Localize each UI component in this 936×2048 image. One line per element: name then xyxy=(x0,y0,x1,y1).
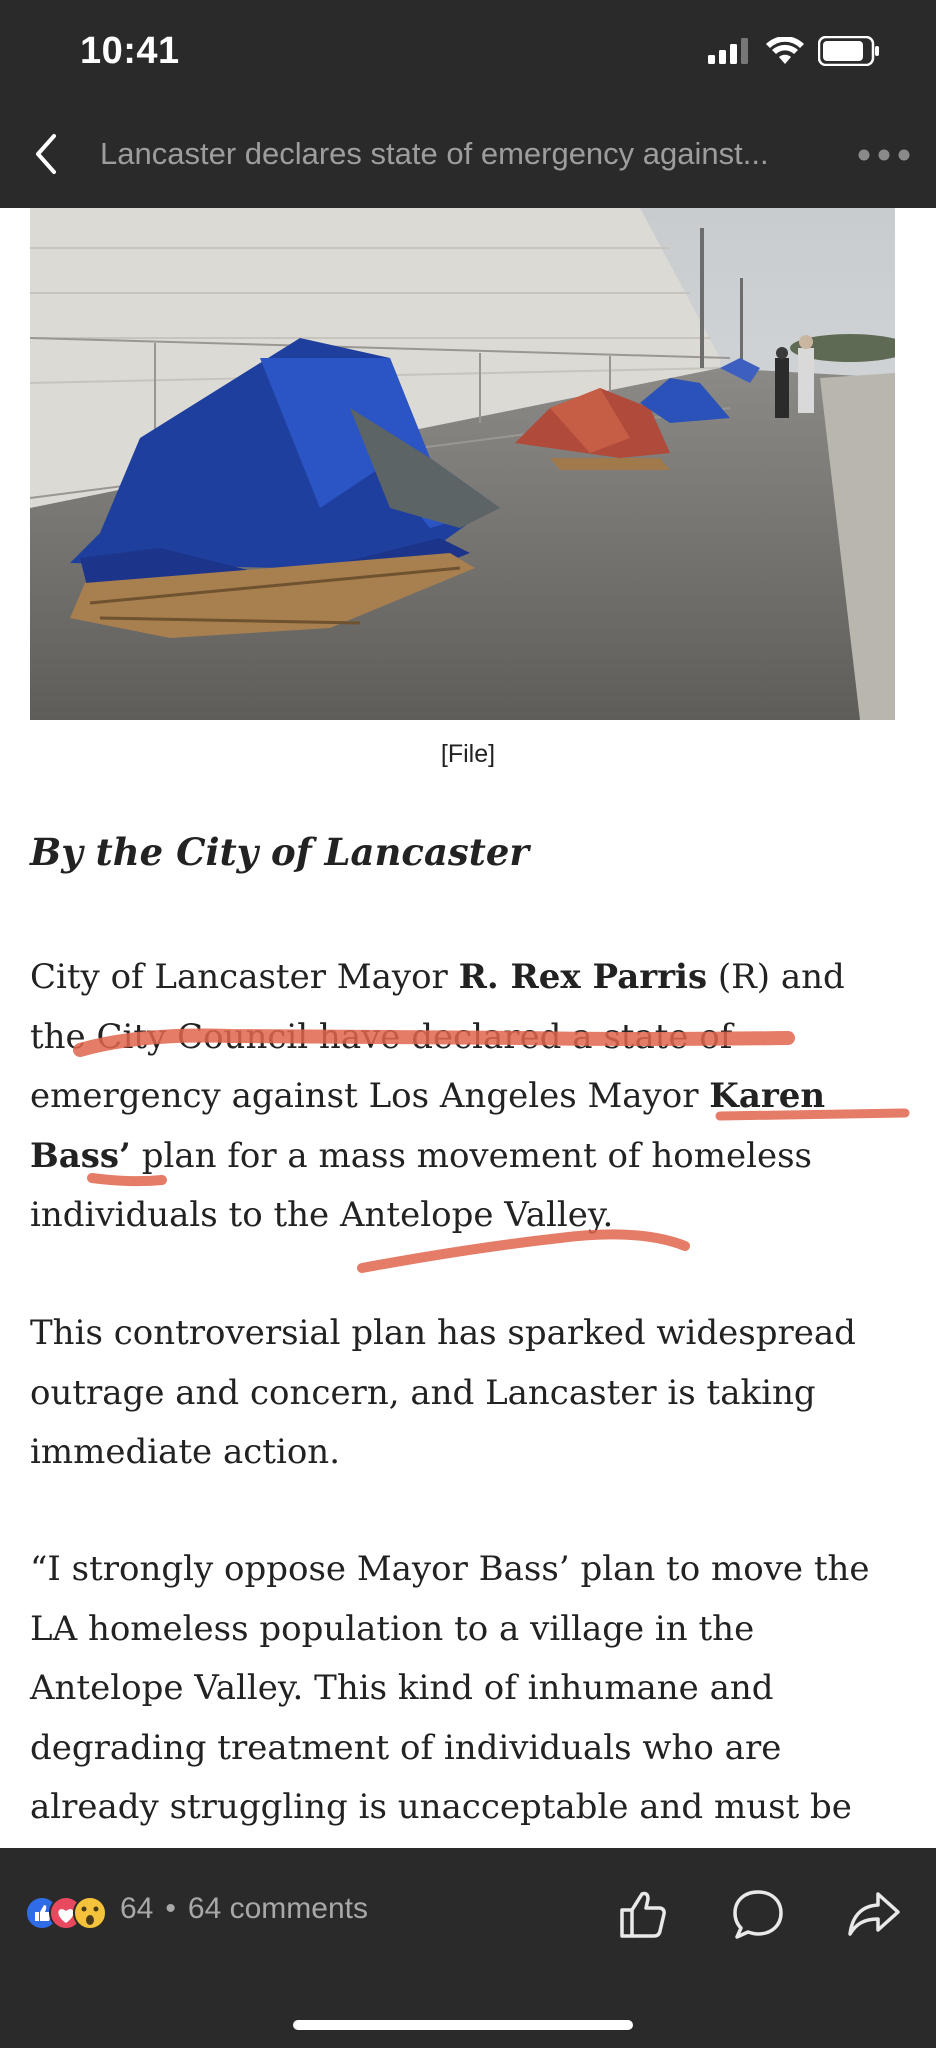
home-indicator[interactable] xyxy=(293,2020,633,2030)
status-icons xyxy=(708,36,880,66)
comment-bubble-icon[interactable] xyxy=(730,1886,786,1942)
status-bar xyxy=(0,0,936,100)
battery-icon xyxy=(818,36,880,66)
article-content[interactable] xyxy=(0,208,936,1848)
article-photo xyxy=(30,208,895,720)
wifi-icon xyxy=(766,37,804,65)
status-time: 10:41 xyxy=(80,30,180,72)
engagement-bar xyxy=(0,1848,936,2048)
photo-caption: [File] xyxy=(440,740,496,768)
article-paragraph-2: This controversial plan has sparked widespread outrage and concern, and Lancaster is taking immediate action. xyxy=(30,1313,856,1472)
count-separator: • xyxy=(165,1892,176,1925)
p1-text-e: plan for a mass movement of homeless individuals to the Antelope Valley. xyxy=(30,1135,812,1235)
p1-text-a: City of Lancaster Mayor xyxy=(30,957,459,997)
chevron-left-icon[interactable] xyxy=(26,130,66,178)
mayor-name: R. Rex Parris xyxy=(458,957,708,997)
article-byline: By the City of Lancaster xyxy=(30,830,529,874)
article-paragraph-1 xyxy=(30,948,910,1246)
share-arrow-icon[interactable] xyxy=(846,1886,902,1942)
article-paragraph-3: “I strongly oppose Mayor Bass’ plan to move the LA homeless population to a village in the Antelope Valley. This kind of inhumane and degrading treatment of individuals who are already struggling is unacceptable and must be xyxy=(30,1549,870,1827)
more-dots-icon[interactable] xyxy=(854,140,914,170)
signal-icon xyxy=(708,38,752,64)
reaction-count[interactable]: 64 xyxy=(120,1892,154,1925)
nav-article-title: Lancaster declares state of emergency against... xyxy=(100,136,769,171)
reactions-icon[interactable] xyxy=(24,1893,108,1933)
p1-text-c: (R) and the City Council have declared a state of emergency against Los Angeles Mayor xyxy=(30,957,845,1116)
article-nav-bar xyxy=(0,100,936,208)
thumbs-up-icon[interactable] xyxy=(616,1886,672,1942)
la-mayor-name: Karen Bass’ xyxy=(30,1076,826,1176)
engagement-counts xyxy=(120,1892,368,1926)
comments-count[interactable]: 64 comments xyxy=(187,1892,368,1925)
